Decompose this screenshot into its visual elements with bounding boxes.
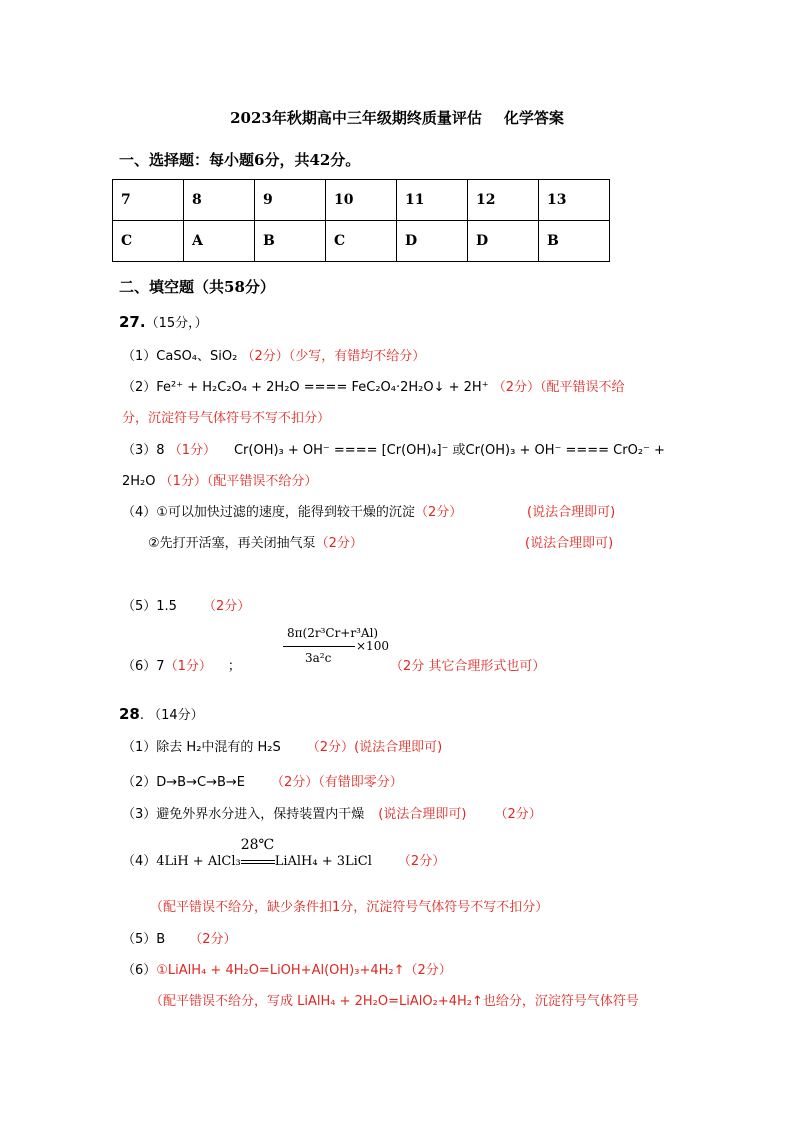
q28-part4 xyxy=(122,836,446,869)
table-cell: 7 xyxy=(113,180,184,221)
q27-p3-label: （3） xyxy=(122,443,157,458)
page-title xyxy=(0,107,794,128)
q28-p1-remark: (说法合理即可) xyxy=(354,740,443,755)
q28-p6-text: ①LiAlH₄ + 4H₂O=LiOH+Al(OH)₃+4H₂↑ xyxy=(156,963,405,978)
q28-p5-label: （5） xyxy=(122,932,157,947)
answer-table-numbers-row xyxy=(113,180,610,221)
q27-p2-note: （2分）（配平错误不给 xyxy=(488,380,625,395)
q28-score: . （14分） xyxy=(139,708,204,723)
reaction-arrow xyxy=(240,836,275,869)
q27-p3-eq1: Cr(OH)₃ + OH⁻ ==== [Cr(OH)₄]⁻ 或Cr(OH)₃ + OH⁻ ==== CrO₂⁻ + xyxy=(233,443,665,458)
q28-p3-text: 避免外界水分进入，保持装置内干燥 xyxy=(156,807,365,822)
q28-p1-note: （2分） xyxy=(306,740,355,755)
q28-p4-lhs: 4LiH + AlCl₃ xyxy=(156,854,241,869)
q27-p4-label: （4） xyxy=(122,505,157,520)
q28-p2-remark: （有错即零分） xyxy=(318,775,403,790)
q27-p5-label: （5） xyxy=(122,599,157,614)
q27-p3-note2: （1分）（配平错误不给分） xyxy=(155,474,318,489)
section1-heading: 一、选择题：每小题6分，共42分。 xyxy=(119,151,361,169)
q27-p4-note2: （2分） xyxy=(315,536,363,551)
q27-part4-2 xyxy=(148,532,363,551)
q28-part1 xyxy=(122,736,442,755)
q28-part5 xyxy=(122,928,236,947)
q27-p6-text: 7 xyxy=(156,659,165,674)
q27-p2-label: （2） xyxy=(122,380,157,395)
q28-part3 xyxy=(122,803,542,822)
q28-p5-text: B xyxy=(156,932,166,947)
formula-denominator: 3a²c xyxy=(305,651,332,665)
table-cell: 12 xyxy=(468,180,539,221)
formula-numerator: 8π(2r³Cr+r³Al) xyxy=(287,626,379,640)
q27-p1-text: CaSO₄、SiO₂ xyxy=(156,349,238,364)
q27-p6-sep: ； xyxy=(227,659,241,674)
q28-p5-note: （2分） xyxy=(189,932,237,947)
table-cell: D xyxy=(397,221,468,262)
q28-p4-rhs: LiAlH₄ + 3LiCl xyxy=(274,854,372,869)
table-cell: 9 xyxy=(255,180,326,221)
q27-part5 xyxy=(122,595,250,614)
q27-part1 xyxy=(122,345,425,364)
table-cell: D xyxy=(468,221,539,262)
q27-p3-eq1b: 2H₂O xyxy=(122,474,156,489)
q27-p4-remark1: (说法合理即可) xyxy=(527,505,616,520)
q28-header xyxy=(119,704,204,723)
formula-multiplier: ×100 xyxy=(356,639,389,653)
q27-p2-note2: 分，沉淀符号气体符号不写不扣分） xyxy=(122,411,331,426)
section2-heading: 二、填空题（共58分） xyxy=(119,278,275,296)
table-cell: 13 xyxy=(539,180,610,221)
q27-p4-remark2: (说法合理即可) xyxy=(525,536,614,551)
q27-p6-label: （6） xyxy=(122,659,157,674)
q27-header xyxy=(119,312,208,331)
answer-table-answers-row xyxy=(113,221,610,262)
q28-p1-label: （1） xyxy=(122,740,157,755)
q27-p4-text2: ②先打开活塞，再关闭抽气泵 xyxy=(148,536,316,551)
table-cell: 11 xyxy=(397,180,468,221)
q28-p2-note: （2分） xyxy=(271,775,319,790)
q27-part3 xyxy=(122,439,665,458)
q27-p6-note: （1分） xyxy=(164,659,212,674)
q27-p5-text: 1.5 xyxy=(156,599,177,614)
table-cell: A xyxy=(184,221,255,262)
q27-p4-text1: ①可以加快过滤的速度，能得到较干燥的沉淀 xyxy=(156,505,415,520)
q28-part2 xyxy=(122,771,403,790)
q27-p3-text: 8 xyxy=(156,443,165,458)
q28-p1-text: 除去 H₂中混有的 H₂S xyxy=(156,740,281,755)
q28-p4-label: （4） xyxy=(122,854,157,869)
q27-p3-note: （1分） xyxy=(164,443,216,458)
q27-p4-note1: （2分） xyxy=(414,505,463,520)
q27-p2-text: Fe²⁺ + H₂C₂O₄ + 2H₂O ==== FeC₂O₄·2H₂O↓ + 2H⁺ xyxy=(156,380,489,395)
table-cell: C xyxy=(326,221,397,262)
table-cell: B xyxy=(539,221,610,262)
q27-part3-cont xyxy=(122,470,317,489)
q28-p6-note: （2分） xyxy=(404,963,452,978)
title-main: 2023年秋期高中三年级期终质量评估 xyxy=(230,109,482,127)
table-cell: 8 xyxy=(184,180,255,221)
q27-score: （15分，） xyxy=(145,316,208,331)
q28-p2-label: （2） xyxy=(122,775,157,790)
q27-number: 27. xyxy=(119,313,146,331)
q27-part2 xyxy=(122,376,624,395)
q28-p4-remark: （配平错误不给分，缺少条件扣1分，沉淀符号气体符号不写不扣分） xyxy=(150,900,549,915)
q28-p3-remark: (说法合理即可) xyxy=(378,807,467,822)
q27-part4 xyxy=(122,501,462,520)
q27-p1-label: （1） xyxy=(122,349,157,364)
q28-p6-label: （6） xyxy=(122,963,157,978)
answer-table xyxy=(112,179,610,262)
q28-p2-text: D→B→C→B→E xyxy=(156,775,245,790)
table-cell: 10 xyxy=(326,180,397,221)
q28-p3-label: （3） xyxy=(122,807,157,822)
q27-p1-note: （2分）（少写，有错均不给分） xyxy=(237,349,426,364)
q28-p4-note: （2分） xyxy=(397,854,446,869)
reaction-condition: 28℃ xyxy=(240,836,275,853)
q27-part6 xyxy=(122,655,241,674)
table-cell: C xyxy=(113,221,184,262)
q27-p5-note: （2分） xyxy=(202,599,251,614)
q28-p6-remark: （配平错误不给分，写成 LiAlH₄ + 2H₂O=LiAlO₂+4H₂↑也给分，沉淀符号气体符号 xyxy=(150,994,639,1009)
table-cell: B xyxy=(255,221,326,262)
q27-p6-note2: （2分 其它合理形式也可） xyxy=(390,659,546,674)
q28-p3-note: （2分） xyxy=(494,807,542,822)
title-subject: 化学答案 xyxy=(503,109,564,127)
fraction-bar xyxy=(283,646,355,647)
q28-part6 xyxy=(122,959,452,978)
q28-number: 28 xyxy=(119,705,140,723)
